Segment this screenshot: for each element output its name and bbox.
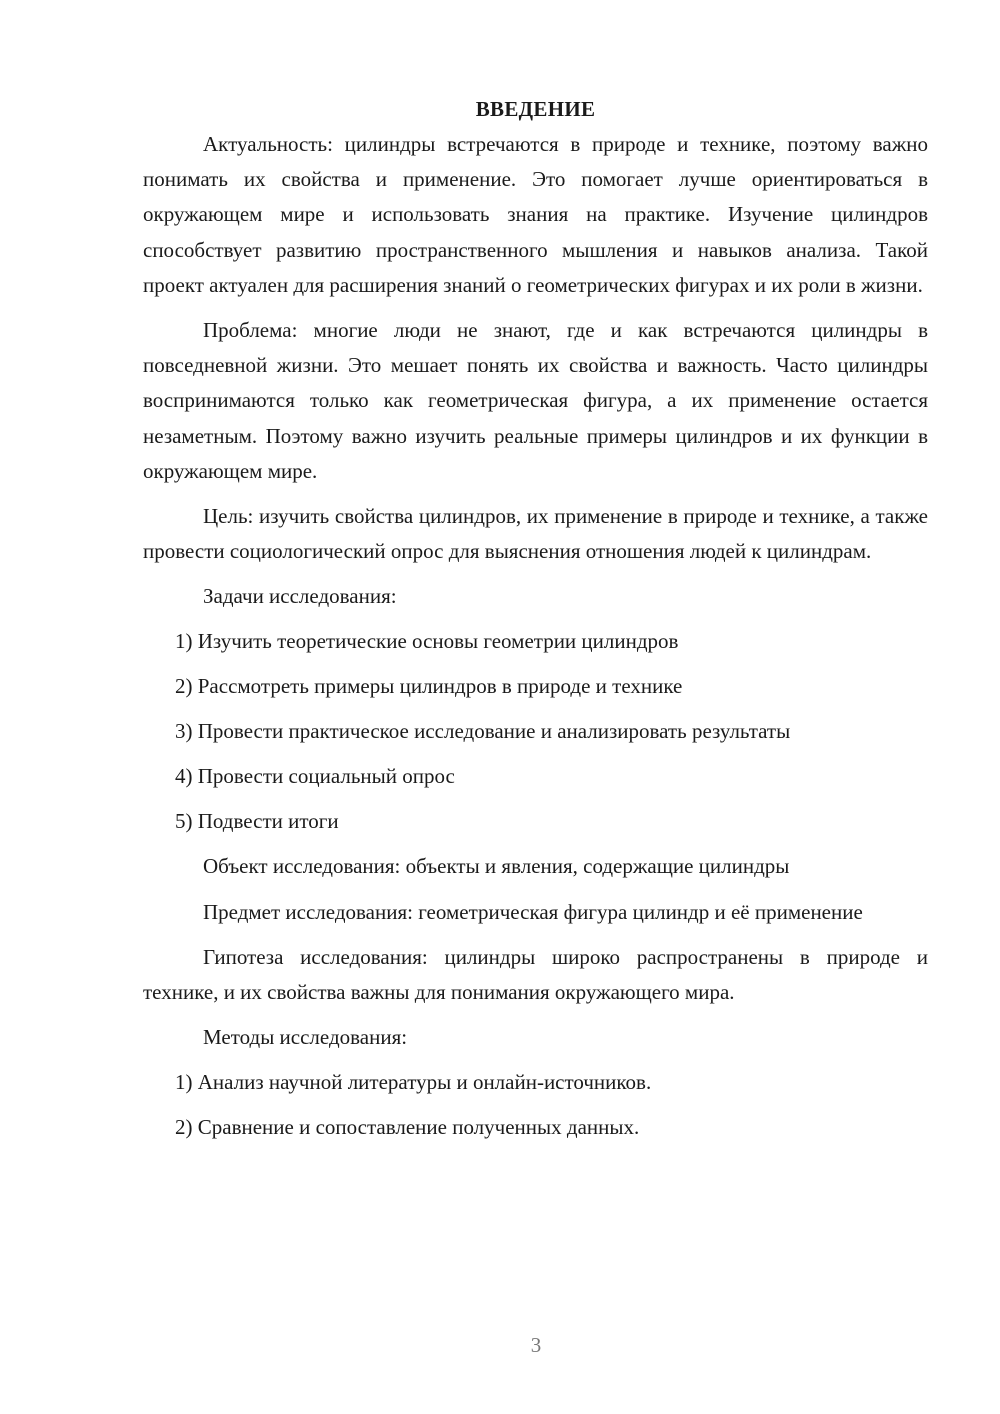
page-content [143,92,928,1145]
list-item: 1) Анализ научной литературы и онлайн-источников. [175,1070,652,1095]
hypothesis-paragraph: Гипотеза исследования: цилиндры широко распространены в природе и технике, и их свойства важны для понимания окружающего мира. [143,944,928,1005]
list-item: 2) Сравнение и сопоставление полученных данных. [175,1115,640,1140]
page-number: 3 [530,1333,542,1357]
subject-paragraph: Предмет исследования: геометрическая фигура цилиндр и её применение [203,899,863,924]
list-item: 1) Изучить теоретические основы геометрии цилиндров [175,629,679,654]
methods-list [143,1065,928,1145]
methods-label: Методы исследования: [203,1025,408,1050]
relevance-paragraph: Актуальность: цилиндры встречаются в природе и технике, поэтому важно понимать их свойства и применение. Это помогает лучше ориентироваться в окружающем мире и использовать знания на практике. Изучение цилиндров способствует развитию пространственного мышления и навыков анализа. Такой проект актуален для расширения знаний о геометрических фигурах и их роли в жизни. [143,132,928,297]
object-paragraph: Объект исследования: объекты и явления, содержащие цилиндры [203,854,790,879]
tasks-label: Задачи исследования: [203,584,397,609]
problem-paragraph: Проблема: многие люди не знают, где и как встречаются цилиндры в повседневной жизни. Это мешает понять их свойства и важность. Часто цилиндры воспринимаются только как геометрическая фигура, а их применение остается незаметным. Поэтому важно изучить реальные примеры цилиндров и их функции в окружающем мире. [143,318,928,483]
list-item: 4) Провести социальный опрос [175,764,455,789]
goal-paragraph: Цель: изучить свойства цилиндров, их применение в природе и технике, а также провести социологический опрос для выяснения отношения людей к цилиндрам. [143,504,928,564]
list-item: 3) Провести практическое исследование и анализировать результаты [175,719,791,744]
section-title: ВВЕДЕНИЕ [475,97,596,121]
tasks-list [143,624,928,839]
list-item: 2) Рассмотреть примеры цилиндров в природе и технике [175,674,683,699]
list-item: 5) Подвести итоги [175,809,339,834]
